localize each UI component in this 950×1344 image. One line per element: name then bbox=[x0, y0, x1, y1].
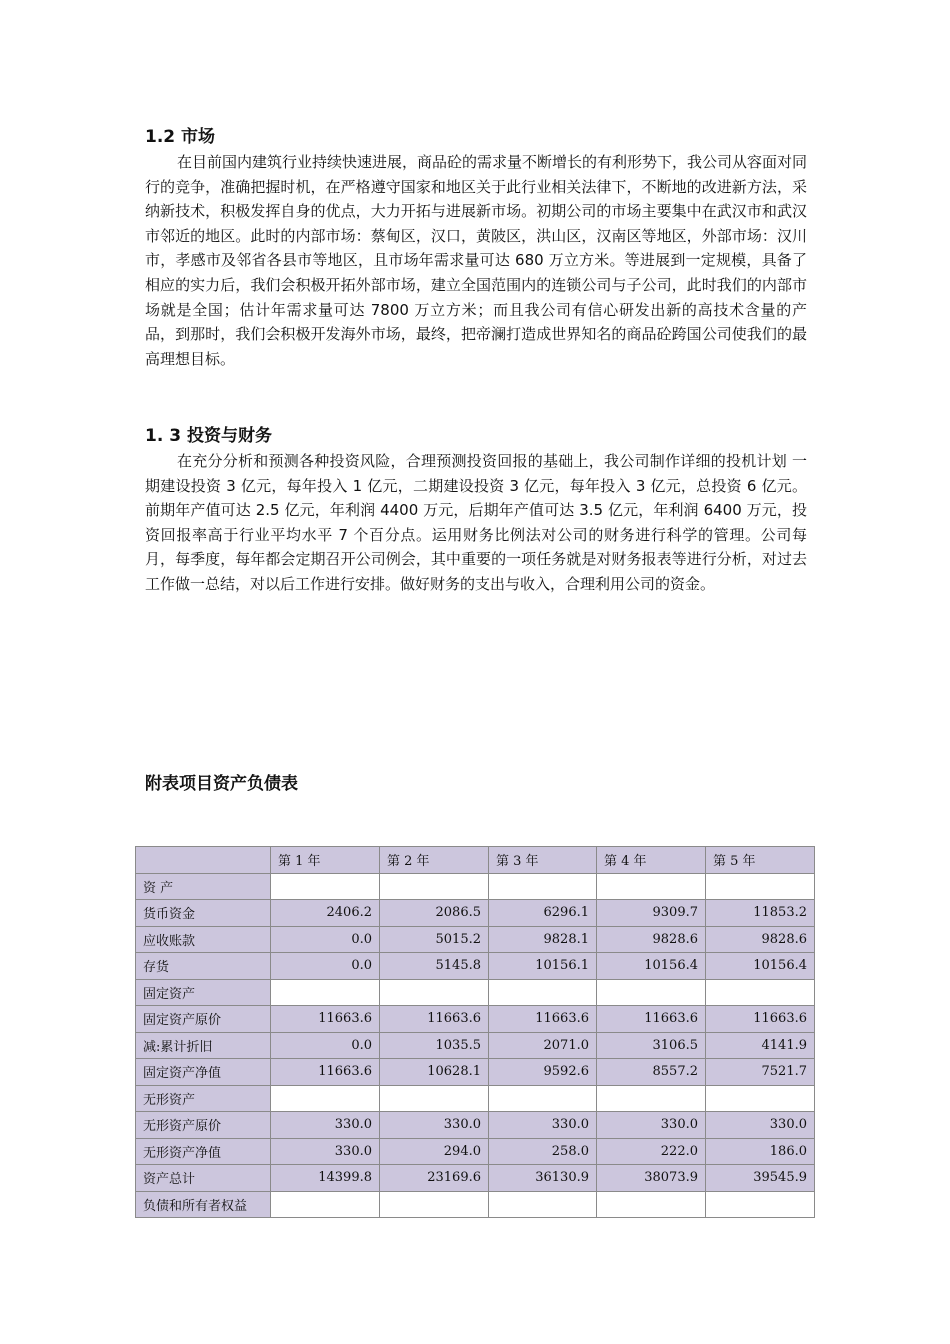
table-cell: 23169.6 bbox=[380, 1165, 489, 1192]
table-cell: 7521.7 bbox=[706, 1059, 815, 1086]
table-cell: 11853.2 bbox=[706, 900, 815, 927]
table-cell: 6296.1 bbox=[489, 900, 597, 927]
row-label: 无形资产净值 bbox=[136, 1138, 271, 1165]
row-label: 应收账款 bbox=[136, 926, 271, 953]
table-cell bbox=[380, 1085, 489, 1112]
row-label: 无形资产 bbox=[136, 1085, 271, 1112]
table-cell bbox=[597, 979, 706, 1006]
table-row bbox=[136, 873, 815, 900]
table-row bbox=[136, 1191, 815, 1218]
table-row bbox=[136, 1165, 815, 1192]
table-cell: 294.0 bbox=[380, 1138, 489, 1165]
table-cell: 5015.2 bbox=[380, 926, 489, 953]
table-cell: 330.0 bbox=[271, 1112, 380, 1139]
table-cell bbox=[489, 873, 597, 900]
table-header-row bbox=[136, 847, 815, 874]
table-cell: 258.0 bbox=[489, 1138, 597, 1165]
table-row bbox=[136, 1085, 815, 1112]
table-cell: 186.0 bbox=[706, 1138, 815, 1165]
table-cell bbox=[380, 979, 489, 1006]
table-cell: 0.0 bbox=[271, 953, 380, 980]
table-cell: 330.0 bbox=[489, 1112, 597, 1139]
table-cell bbox=[706, 979, 815, 1006]
table-cell: 9309.7 bbox=[597, 900, 706, 927]
table-row bbox=[136, 979, 815, 1006]
table-cell bbox=[706, 1191, 815, 1218]
table-row bbox=[136, 1032, 815, 1059]
table-cell bbox=[597, 1085, 706, 1112]
table-row bbox=[136, 953, 815, 980]
table-cell: 11663.6 bbox=[706, 1006, 815, 1033]
table-cell bbox=[271, 873, 380, 900]
table-cell: 0.0 bbox=[271, 926, 380, 953]
table-cell: 9828.1 bbox=[489, 926, 597, 953]
table-cell: 5145.8 bbox=[380, 953, 489, 980]
table-column-header: 第 5 年 bbox=[706, 847, 815, 874]
table-cell: 11663.6 bbox=[271, 1059, 380, 1086]
row-label: 负债和所有者权益 bbox=[136, 1191, 271, 1218]
table-cell: 4141.9 bbox=[706, 1032, 815, 1059]
table-row bbox=[136, 1138, 815, 1165]
table-cell: 2406.2 bbox=[271, 900, 380, 927]
table-cell: 9828.6 bbox=[706, 926, 815, 953]
table-row bbox=[136, 1059, 815, 1086]
table-cell: 9592.6 bbox=[489, 1059, 597, 1086]
section-heading-investment: 1. 3 投资与财务 bbox=[145, 426, 272, 446]
section-heading-market: 1.2 市场 bbox=[145, 127, 216, 147]
row-label: 货币资金 bbox=[136, 900, 271, 927]
table-cell bbox=[706, 873, 815, 900]
table-cell: 2071.0 bbox=[489, 1032, 597, 1059]
table-cell: 38073.9 bbox=[597, 1165, 706, 1192]
table-column-header: 第 2 年 bbox=[380, 847, 489, 874]
table-cell bbox=[489, 1085, 597, 1112]
table-cell bbox=[271, 1085, 380, 1112]
section-body-market: 在目前国内建筑行业持续快速进展，商品砼的需求量不断增长的有利形势下，我公司从容面对同行的竞争，准确把握时机，在严格遵守国家和地区关于此行业相关法律下，不断地的改进新方法，采纳新技术，积极发挥自身的优点，大力开拓与进展新市场。初期公司的市场主要集中在武汉市和武汉市邻近的地区。此时的内部市场：蔡甸区，汉口，黄陂区，洪山区，汉南区等地区，外部市场：汉川市，孝感市及邻省各县市等地区，且市场年需求量可达 680 万立方米。等进展到一定规模，具备了相应的实力后，我们会积极开拓外部市场，建立全国范围内的连锁公司与子公司，此时我们的内部市场就是全国；估计年需求量可达 7800 万立方米；而且我公司有信心研发出新的高技术含量的产品，到那时，我们会积极开发海外市场，最终，把帝澜打造成世界知名的商品砼跨国公司使我们的最高理想目标。 bbox=[145, 153, 808, 368]
table-cell bbox=[489, 979, 597, 1006]
table-row bbox=[136, 926, 815, 953]
table-row bbox=[136, 900, 815, 927]
table-column-header: 第 3 年 bbox=[489, 847, 597, 874]
table-cell bbox=[271, 979, 380, 1006]
table-row bbox=[136, 1112, 815, 1139]
row-label: 固定资产净值 bbox=[136, 1059, 271, 1086]
section-body-investment: 在充分分析和预测各种投资风险，合理预测投资回报的基础上，我公司制作详细的投机计划 一期建设投资 3 亿元，每年投入 1 亿元，二期建设投资 3 亿元，每年投入 3 亿元，总投资 6 亿元。前期年产值可达 2.5 亿元，年利润 4400 万元，后期年产值可达 3.5 亿元，年利润 6400 万元，投资回报率高于行业平均水平 7 个百分点。运用财务比例法对公司的财务进行科学的管理。公司每月，每季度，每年都会定期召开公司例会，其中重要的一项任务就是对财务报表等进行分析，对过去工作做一总结，对以后工作进行安排。做好财务的支出与收入，合理利用公司的资金。 bbox=[145, 452, 807, 593]
table-cell: 14399.8 bbox=[271, 1165, 380, 1192]
table-cell: 11663.6 bbox=[271, 1006, 380, 1033]
table-cell bbox=[489, 1191, 597, 1218]
table-cell: 330.0 bbox=[271, 1138, 380, 1165]
table-cell: 8557.2 bbox=[597, 1059, 706, 1086]
table-cell: 36130.9 bbox=[489, 1165, 597, 1192]
table-column-header: 第 4 年 bbox=[597, 847, 706, 874]
table-cell bbox=[380, 1191, 489, 1218]
table-cell bbox=[380, 873, 489, 900]
table-cell bbox=[597, 873, 706, 900]
table-column-header: 第 1 年 bbox=[271, 847, 380, 874]
row-label: 资产总计 bbox=[136, 1165, 271, 1192]
table-cell bbox=[706, 1085, 815, 1112]
table-cell: 330.0 bbox=[380, 1112, 489, 1139]
row-label: 固定资产 bbox=[136, 979, 271, 1006]
row-label: 无形资产原价 bbox=[136, 1112, 271, 1139]
row-label: 固定资产原价 bbox=[136, 1006, 271, 1033]
row-label: 资 产 bbox=[136, 873, 271, 900]
table-cell: 2086.5 bbox=[380, 900, 489, 927]
balance-sheet-table bbox=[135, 846, 815, 1218]
table-cell: 1035.5 bbox=[380, 1032, 489, 1059]
table-cell: 0.0 bbox=[271, 1032, 380, 1059]
table-title: 附表项目资产负债表 bbox=[145, 774, 298, 794]
table-cell: 10156.4 bbox=[706, 953, 815, 980]
table-cell: 222.0 bbox=[597, 1138, 706, 1165]
table-cell: 11663.6 bbox=[597, 1006, 706, 1033]
table-cell bbox=[597, 1191, 706, 1218]
table-cell: 39545.9 bbox=[706, 1165, 815, 1192]
table-cell: 11663.6 bbox=[489, 1006, 597, 1033]
table-corner-cell bbox=[136, 847, 271, 874]
table-cell: 3106.5 bbox=[597, 1032, 706, 1059]
table-cell: 11663.6 bbox=[380, 1006, 489, 1033]
table-cell: 330.0 bbox=[706, 1112, 815, 1139]
row-label: 存货 bbox=[136, 953, 271, 980]
table-cell: 10628.1 bbox=[380, 1059, 489, 1086]
table-cell: 330.0 bbox=[597, 1112, 706, 1139]
table-cell bbox=[271, 1191, 380, 1218]
row-label: 减:累计折旧 bbox=[136, 1032, 271, 1059]
table-row bbox=[136, 1006, 815, 1033]
table-cell: 10156.1 bbox=[489, 953, 597, 980]
table-cell: 9828.6 bbox=[597, 926, 706, 953]
table-cell: 10156.4 bbox=[597, 953, 706, 980]
